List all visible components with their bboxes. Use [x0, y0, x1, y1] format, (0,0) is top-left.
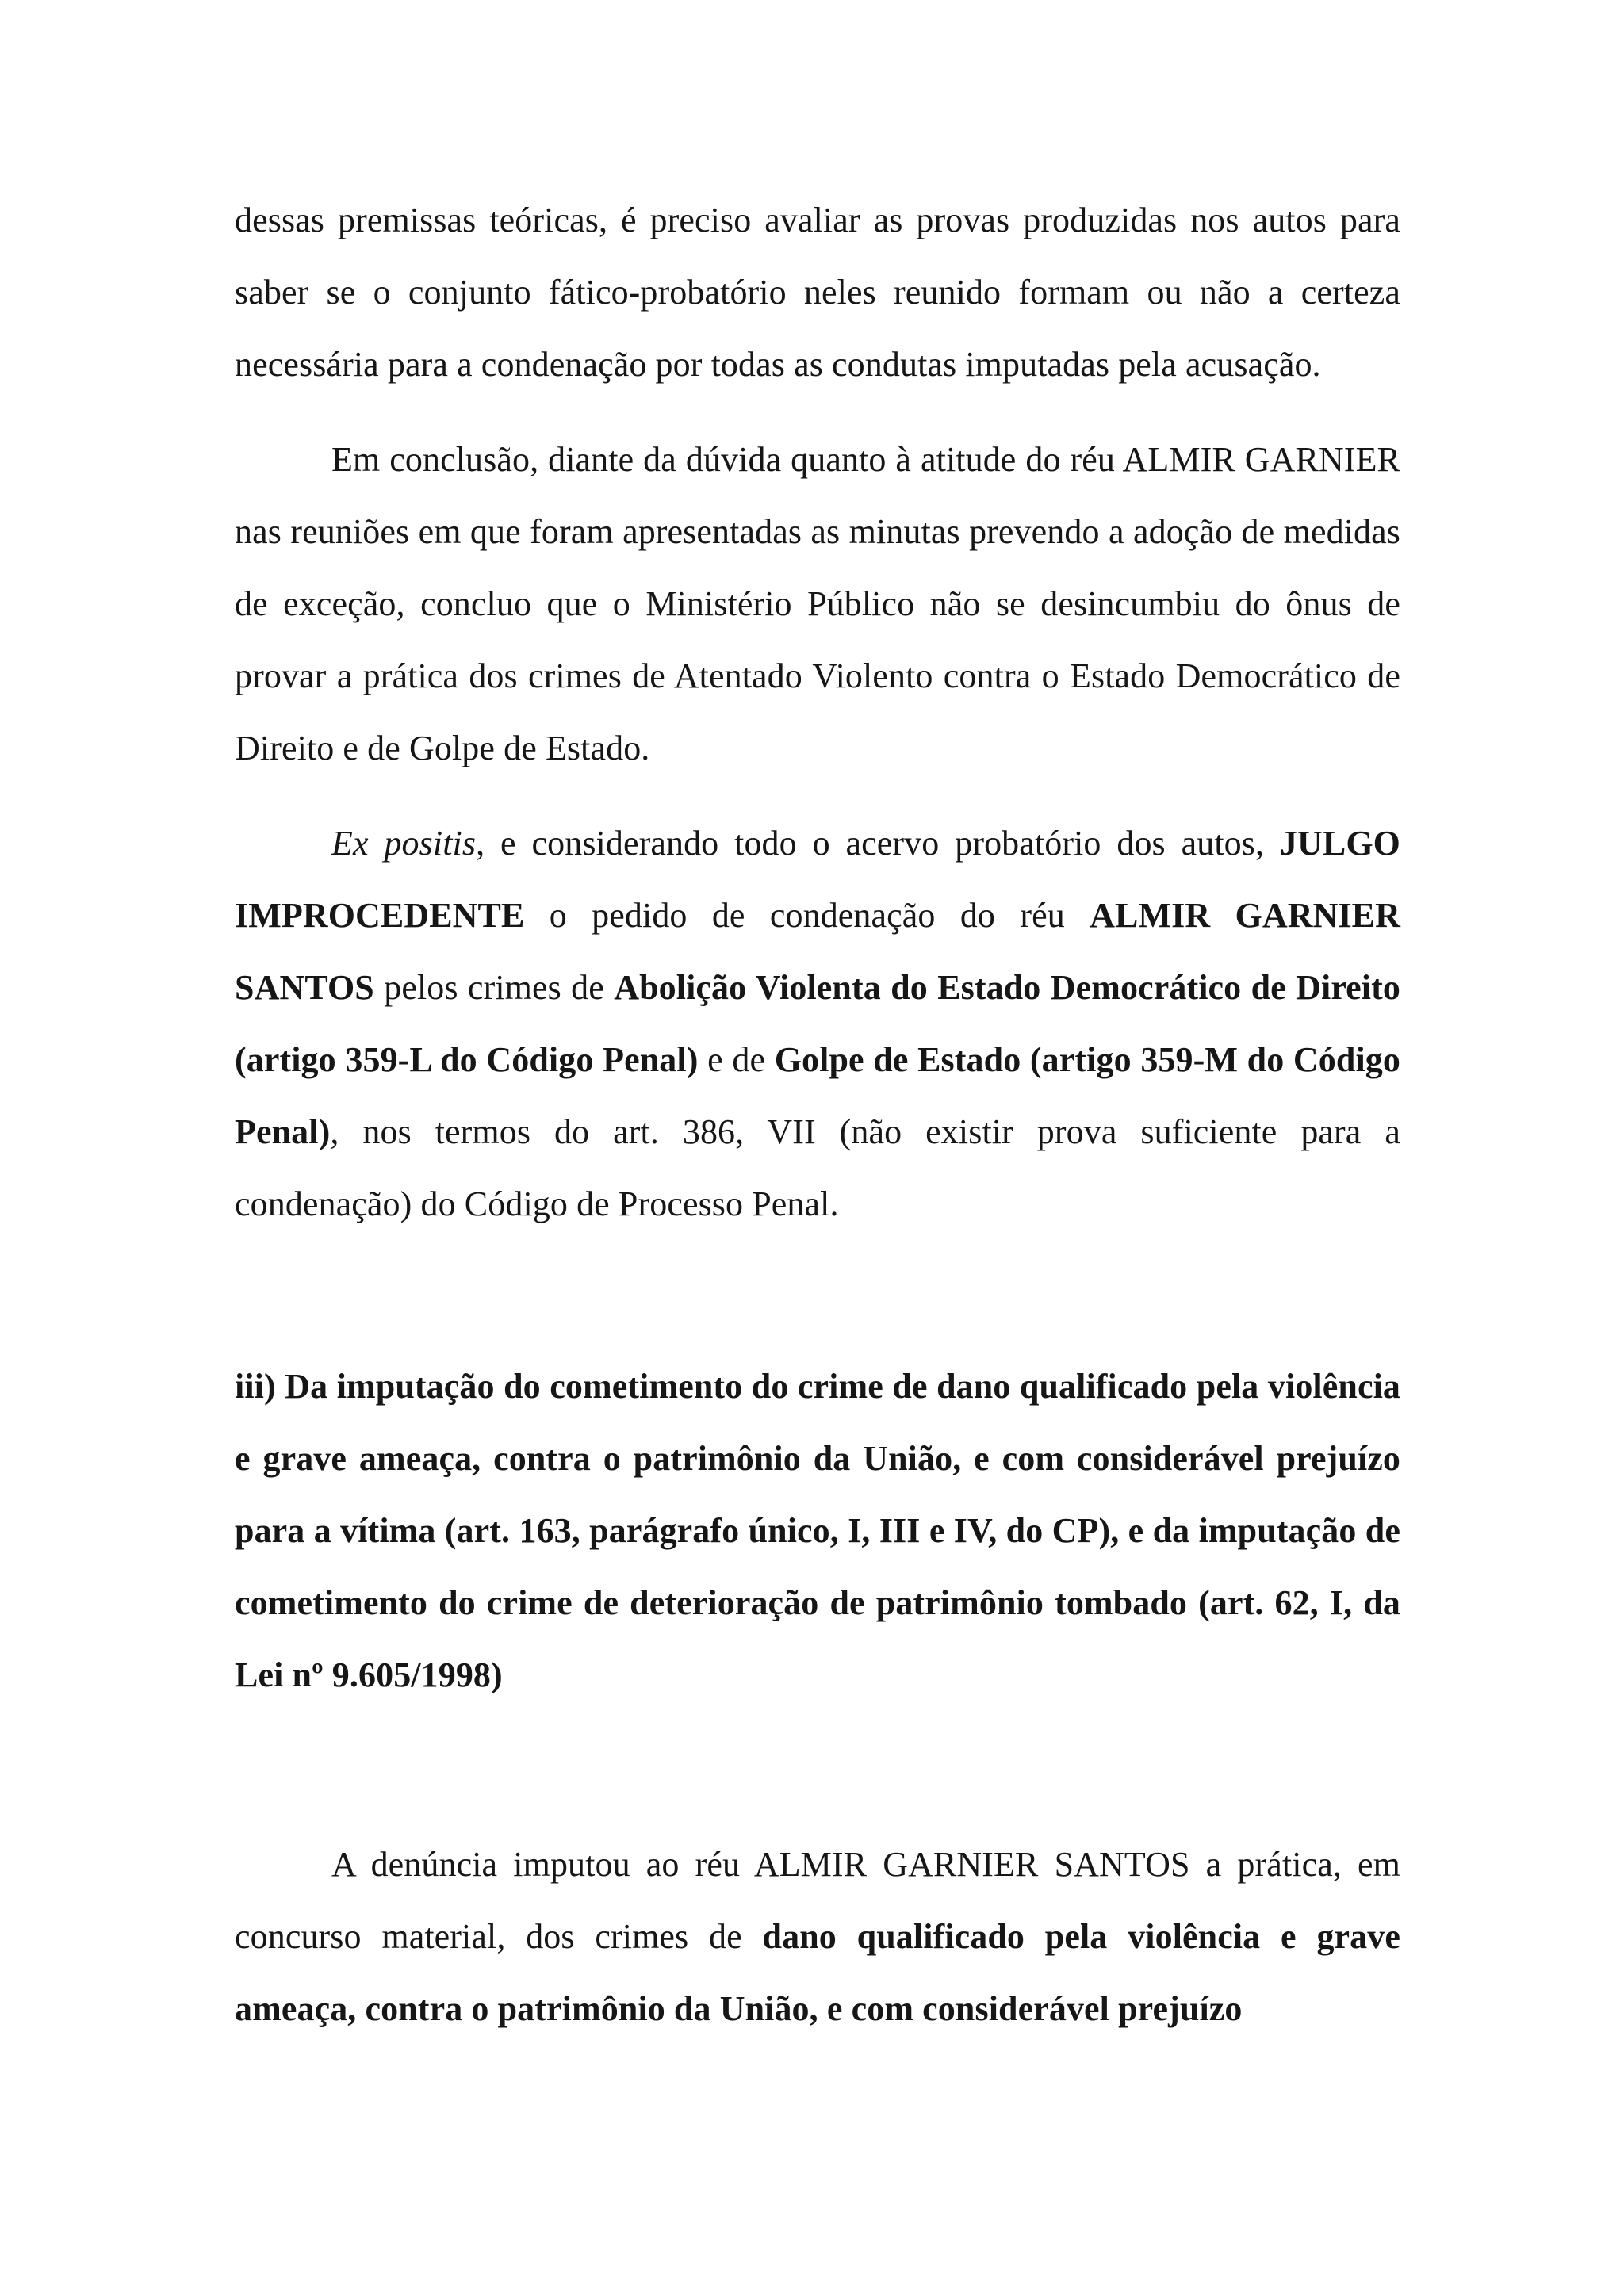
verdict-text-3: pelos crimes de: [373, 968, 615, 1007]
verdict-text-5: , nos termos do art. 386, VII (não existir prova suficiente para a condenação) do Código de Processo Penal.: [235, 1112, 1400, 1223]
accusation-crime: dano qualificado pela violência e grave ameaça, contra o patrimônio da União, e com considerável prejuízo: [235, 1917, 1400, 2028]
paragraph-verdict: [235, 807, 1400, 1240]
verdict-text-2: o pedido de condenação do réu: [524, 896, 1090, 935]
paragraph-accusation: [235, 1828, 1400, 2045]
defendant-name: ALMIR GARNIER SANTOS: [235, 896, 1400, 1007]
verdict-decision: JULGO IMPROCEDENTE: [235, 824, 1401, 935]
crime-coup: Golpe de Estado (artigo 359-M do Código Penal): [235, 1040, 1401, 1151]
verdict-text-4: e de: [698, 1040, 775, 1079]
document-body: [235, 184, 1400, 2045]
section-heading: iii) Da imputação do cometimento do crime de dano qualificado pela violência e grave ameaça, contra o patrimônio da União, e com considerável prejuízo para a vítima (art. 163, parágrafo único, I, III e IV, do CP), e da imputação de cometimento do crime de deterioração de patrimônio tombado (art. 62, I, da Lei nº 9.605/1998): [235, 1367, 1400, 1694]
paragraph-conclusion: Em conclusão, diante da dúvida quanto à atitude do réu ALMIR GARNIER nas reuniões em que foram apresentadas as minutas prevendo a adoção de medidas de exceção, concluo que o Ministério Público não se desincumbiu do ônus de provar a prática dos crimes de Atentado Violento contra o Estado Democrático de Direito e de Golpe de Estado.: [235, 440, 1400, 767]
verdict-text-1: , e considerando todo o acervo probatório dos autos,: [476, 824, 1280, 863]
accusation-text: A denúncia imputou ao réu ALMIR GARNIER SANTOS a prática, em concurso material, dos crimes de: [235, 1845, 1400, 1956]
paragraph-premises: dessas premissas teóricas, é preciso avaliar as provas produzidas nos autos para saber se o conjunto fático-probatório neles reunido formam ou não a certeza necessária para a condenação por todas as condutas imputadas pela acusação.: [235, 201, 1400, 384]
latin-phrase: Ex positis: [331, 824, 477, 863]
crime-abolition: Abolição Violenta do Estado Democrático de Direito (artigo 359-L do Código Penal): [235, 968, 1400, 1079]
